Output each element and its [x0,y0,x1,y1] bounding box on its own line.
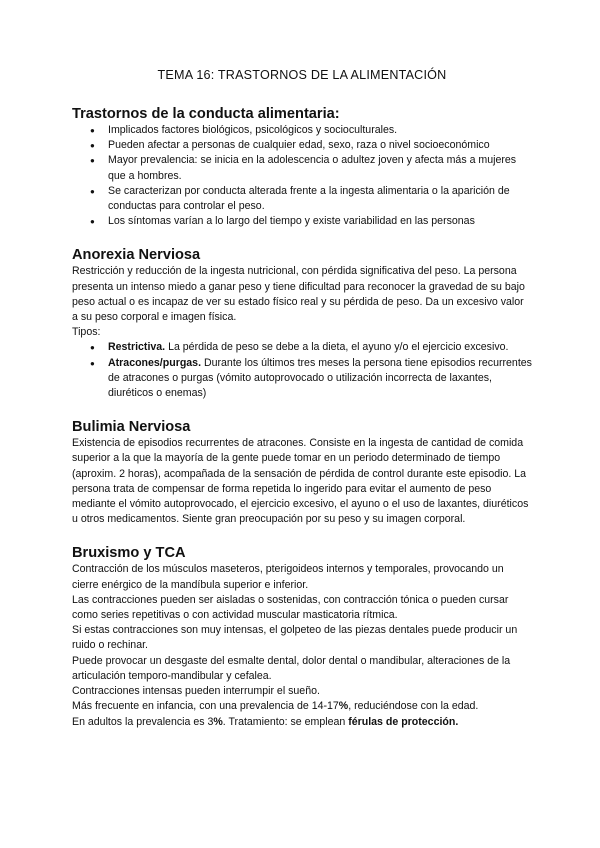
list-item: ● Mayor prevalencia: se inicia en la adolescencia o adultez joven y afecta más a mujeres que a hombres. [108,153,532,183]
list-item: ● Implicados factores biológicos, psicológicos y socioculturales. [108,123,532,138]
list-item: ● Los síntomas varían a lo largo del tiempo y existe variabilidad en las personas [108,214,532,229]
list-item [108,340,532,355]
section-trastornos [72,106,532,229]
bullet-list [72,123,532,229]
text-run: . Tratamiento: se emplean [222,715,349,728]
section-bruxismo [72,545,532,729]
list-item [108,356,532,402]
paragraph: Si estas contracciones son muy intensas, el golpeteo de las piezas dentales puede producir un ruido o rechinar. [72,624,518,652]
paragraph: Las contracciones pueden ser aisladas o sostenidas, con contracción tónica o pueden cursar como series repetitivas o con actividad muscular masticatoria rítmica. [72,593,509,622]
list-item: ● Pueden afectar a personas de cualquier edad, sexo, raza o nivel socioeconómico [108,138,532,153]
bullet-list [72,340,532,401]
text-run: Más frecuente en infancia, con una prevalencia de 14-17 [72,700,339,713]
text-run: , reduciéndose con la edad. [348,700,479,713]
paragraph: Puede provocar un desgaste del esmalte dental, dolor dental o mandibular, alteraciones de la articulación temporo-mandibular y cefalea. [72,654,511,682]
paragraph: Contracción de los músculos maseteros, pterigoideos internos y temporales, provocando un cierre enérgico de la mandíbula superior e inferior. [72,563,504,591]
paragraph: Existencia de episodios recurrentes de atracones. Consiste en la ingesta de cantidad de comida superior a la que la mayoría de la gente puede tomar en un periodo determinado de tiempo (aproxim. 2 horas), acompañada de la sensación de pérdida de control durante este episodio. La persona trata de compensar de forma repetida lo ingerido para evitar el aumento de peso mediante el vómito autoprovocado, el ejercicio excesivo, el ayuno o el uso de laxantes, diuréticos u otros medicamentos. Siente gran preocupación por su peso y su imagen corporal. [72,437,529,526]
type-name: Restrictiva. [108,341,166,354]
page-title: TEMA 16: TRASTORNOS DE LA ALIMENTACIÓN [157,68,447,82]
section-heading: Bruxismo y TCA [72,545,186,562]
text-bold: % [338,700,349,713]
type-text: Durante los últimos tres meses la persona tiene episodios recurrentes de atracones o purgas (vómito autoprovocado o utilización incorrecta de laxantes, diuréticos o enemas) [108,356,532,400]
paragraph-adults [72,715,532,730]
list-item: ● Se caracterizan por conducta alterada frente a la ingesta alimentaria o la aparición de conductas para controlar el peso. [108,184,532,214]
type-name: Atracones/purgas. [108,356,202,369]
text-bold: férulas de protección. [348,715,459,728]
paragraph-prevalence [72,699,532,714]
paragraph: Contracciones intensas pueden interrumpir el sueño. [72,685,320,698]
paragraph: Restricción y reducción de la ingesta nutricional, con pérdida significativa del peso. La persona presenta un intenso miedo a ganar peso y tiene dificultad para reconocer la gravedad de su bajo peso actual o es incapaz de ver su estado físico real y su pérdida de peso. Da un excesivo valor a su peso corporal e imagen física. [72,265,525,324]
section-anorexia [72,247,532,401]
document-page [72,68,532,730]
text-bold: % [213,715,223,728]
section-heading: Trastornos de la conducta alimentaria: [72,106,340,122]
tipos-label: Tipos: [72,326,101,339]
section-heading: Bulimia Nerviosa [72,419,191,436]
type-text: La pérdida de peso se debe a la dieta, el ayuno y/o el ejercicio excesivo. [165,341,509,354]
text-run: En adultos la prevalencia es 3 [72,715,214,728]
section-bulimia [72,419,532,527]
section-heading: Anorexia Nerviosa [72,247,201,264]
